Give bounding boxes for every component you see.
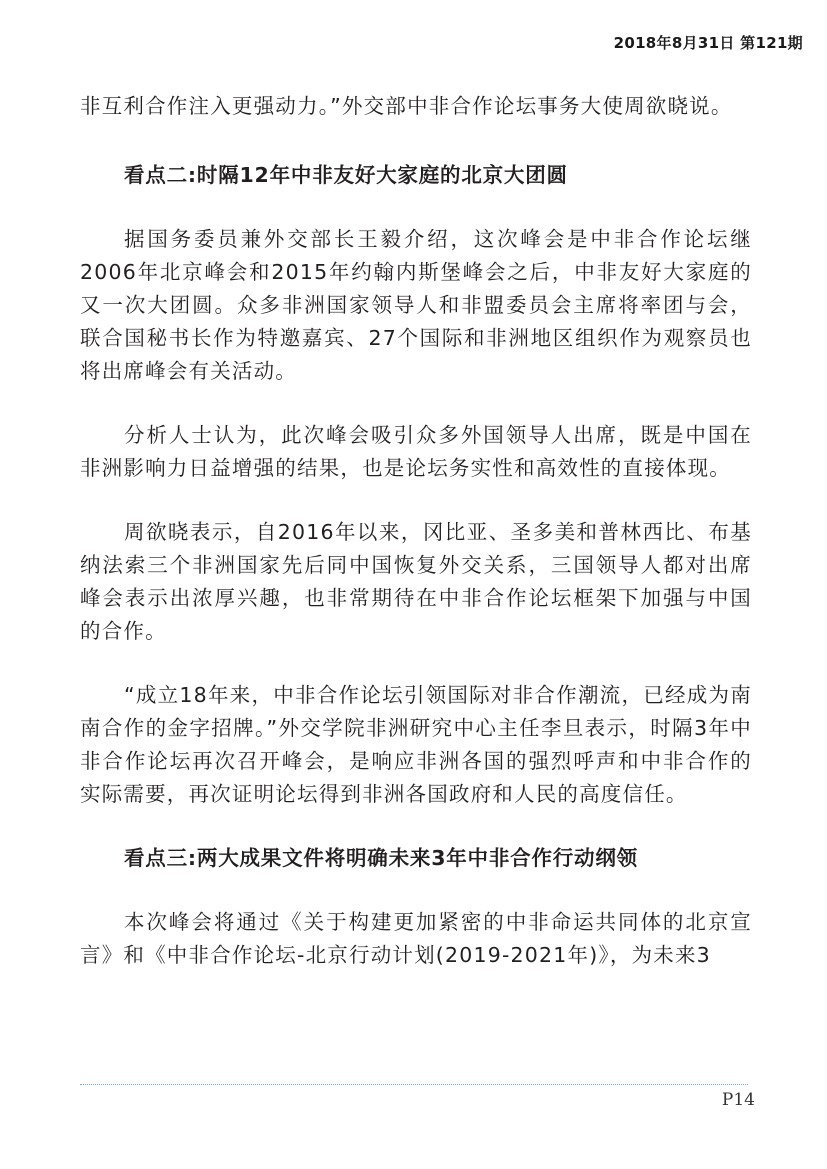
article-body (80, 90, 752, 1003)
paragraph-zhou-yuxiao: 周欲晓表示，自2016年以来，冈比亚、圣多美和普林西比、布基纳法索三个非洲国家先后同中国恢复外交关系，三国领导人都对出席峰会表示出浓厚兴趣，也非常期待在中非合作论坛框架下加强与中国的合作。 (80, 520, 752, 643)
page-number: P14 (721, 1090, 755, 1110)
paragraph-outcome-documents: 本次峰会将通过《关于构建更加紧密的中非命运共同体的北京宣言》和《中非合作论坛-北京行动计划(2019-2021年)》，为未来3 (80, 910, 752, 967)
section-heading-2: 看点二:时隔12年中非友好大家庭的北京大团圆 (124, 163, 568, 187)
section-heading-3: 看点三:两大成果文件将明确未来3年中非合作行动纲领 (124, 846, 638, 870)
issue-date-header: 2018年8月31日 第121期 (613, 34, 803, 52)
paragraph-li-dan: “成立18年来，中非合作论坛引领国际对非合作潮流，已经成为南南合作的金字招牌。”外交学院非洲研究中心主任李旦表示，时隔3年中非合作论坛再次召开峰会，是响应非洲各国的强烈呼声和中非合作的实际需要，再次证明论坛得到非洲各国政府和人民的高度信任。 (80, 683, 752, 806)
paragraph-analysts: 分析人士认为，此次峰会吸引众多外国领导人出席，既是中国在非洲影响力日益增强的结果，也是论坛务实性和高效性的直接体现。 (80, 423, 752, 480)
paragraph-continued: 非互利合作注入更强动力。”外交部中非合作论坛事务大使周欲晓说。 (80, 94, 733, 118)
footer-divider (80, 1084, 748, 1085)
paragraph-wang-yi: 据国务委员兼外交部长王毅介绍，这次峰会是中非合作论坛继2006年北京峰会和2015年约翰内斯堡峰会之后，中非友好大家庭的又一次大团圆。众多非洲国家领导人和非盟委员会主席将率团与会，联合国秘书长作为特邀嘉宾、27个国际和非洲地区组织作为观察员也将出席峰会有关活动。 (80, 227, 752, 383)
